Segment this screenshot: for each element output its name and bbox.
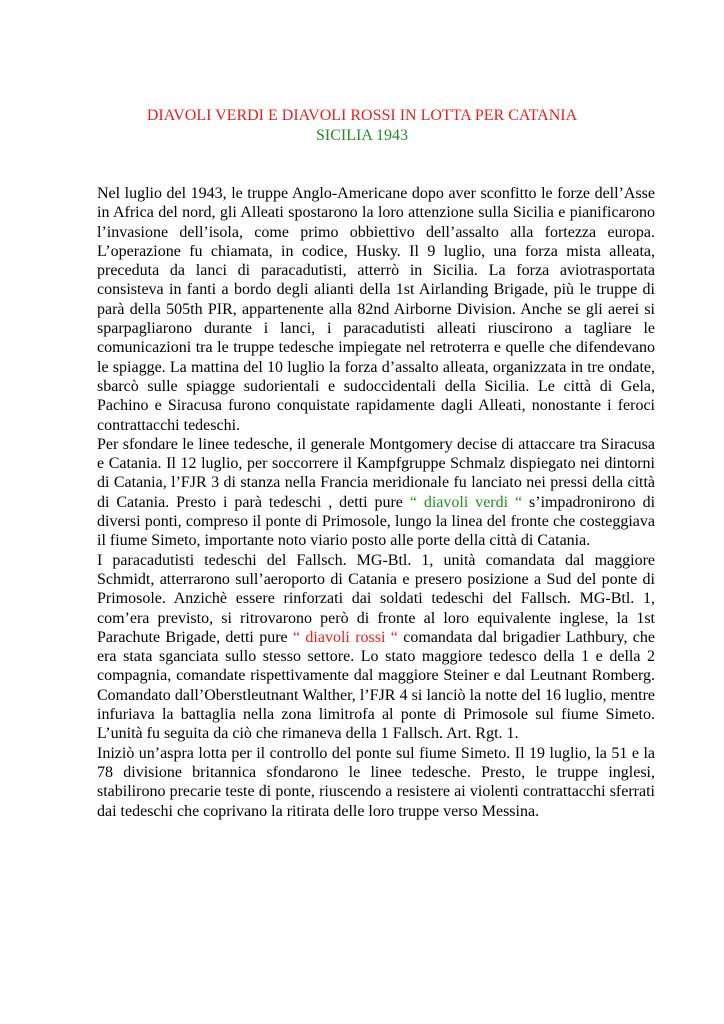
paragraph-2 [97, 435, 655, 551]
paragraph-4: Iniziò un’aspra lotta per il controllo del ponte sul fiume Simeto. Il 19 luglio, la 51 e la 78 divisione britannica sfondarono le linee tedesche. Presto, le truppe inglesi, stabilirono precarie teste di ponte, riuscendo a resistere ai violenti contrattacchi sferrati dai tedeschi che coprivano la ritirata delle loro truppe verso Messina. [97, 744, 655, 820]
highlight-diavoli-verdi: “ diavoli verdi “ [409, 493, 523, 511]
paragraph-3 [97, 551, 655, 744]
paragraph-2-text-a: Per sfondare le linee tedesche, il generale Montgomery decise di attaccare tra Siracusa e Catania. Il 12 luglio, per soccorrere il Kampfgruppe Schmalz dispiegato nei dintorni di Catania, l’FJR 3 di stanza nella Francia meridionale fu lanciato nei pressi della città di Catania. Presto i parà tedeschi , detti pure [97, 435, 655, 511]
title-line-2: SICILIA 1943 [316, 127, 408, 144]
document-title [0, 106, 724, 146]
paragraph-1: Nel luglio del 1943, le truppe Anglo-Americane dopo aver sconfitto le forze dell’Asse in Africa del nord, gli Alleati spostarono la loro attenzione sulla Sicilia e pianificarono l’invasione dell’isola, come primo obbiettivo dell’assalto alla fortezza europa. L’operazione fu chiamata, in codice, Husky. Il 9 luglio, una forza mista alleata, preceduta da lanci di paracadutisti, atterrò in Sicilia. La forza aviotrasportata consisteva in fanti a bordo degli alianti della 1st Airlanding Brigade, più le truppe di parà della 505th PIR, appartenente alla 82nd Airborne Division. Anche se gli aerei si sparpagliarono durante i lanci, i paracadutisti alleati riuscirono a tagliare le comunicazioni tra le truppe tedesche impiegate nel retroterra e quelle che difendevano le spiagge. La mattina del 10 luglio la forza d’assalto alleata, organizzata in tre ondate, sbarcò sulle spiagge sudorientali e sudoccidentali della Sicilia. Le città di Gela, Pachino e Siracusa furono conquistate rapidamente dagli Alleati, nonostante i feroci contrattacchi tedeschi. [97, 185, 655, 434]
title-line-1: DIAVOLI VERDI E DIAVOLI ROSSI IN LOTTA PER CATANIA [146, 107, 578, 124]
paragraph-3-text-b: comandata dal brigadier Lathbury, che era stata sganciata sullo stesso settore. Lo stato maggiore tedesco della 1 e della 2 compagnia, comandate rispettivamente dal maggiore Steiner e dal Leutnant Romberg. Comandato dall’Oberstleutnant Walther, l’FJR 4 si lanciò la notte del 16 luglio, mentre infuriava la battaglia nella zona limitrofa al ponte di Primosole sul fiume Simeto. L’unità fu seguita da ciò che rimaneva della 1 Fallsch. Art. Rgt. 1. [97, 628, 655, 743]
document-body [97, 184, 655, 821]
highlight-diavoli-rossi: “ diavoli rossi “ [292, 628, 398, 646]
paragraph-2-text-b: s’impadronirono di diversi ponti, compreso il ponte di Primosole, lungo la linea del fronte che costeggiava il fiume Simeto, importante noto viario posto alle porte della città di Catania. [97, 493, 656, 550]
paragraph-3-text-a: I paracadutisti tedeschi del Fallsch. MG-Btl. 1, unità comandata dal maggiore Schmidt, atterrarono sull’aeroporto di Catania e presero posizione a Sud del ponte di Primosole. Anzichè essere rinforzati dai soldati tedeschi del Fallsch. MG-Btl. 1, com’era previsto, si ritrovarono però di fronte al loro equivalente inglese, la 1st Parachute Brigade, detti pure [97, 551, 655, 646]
